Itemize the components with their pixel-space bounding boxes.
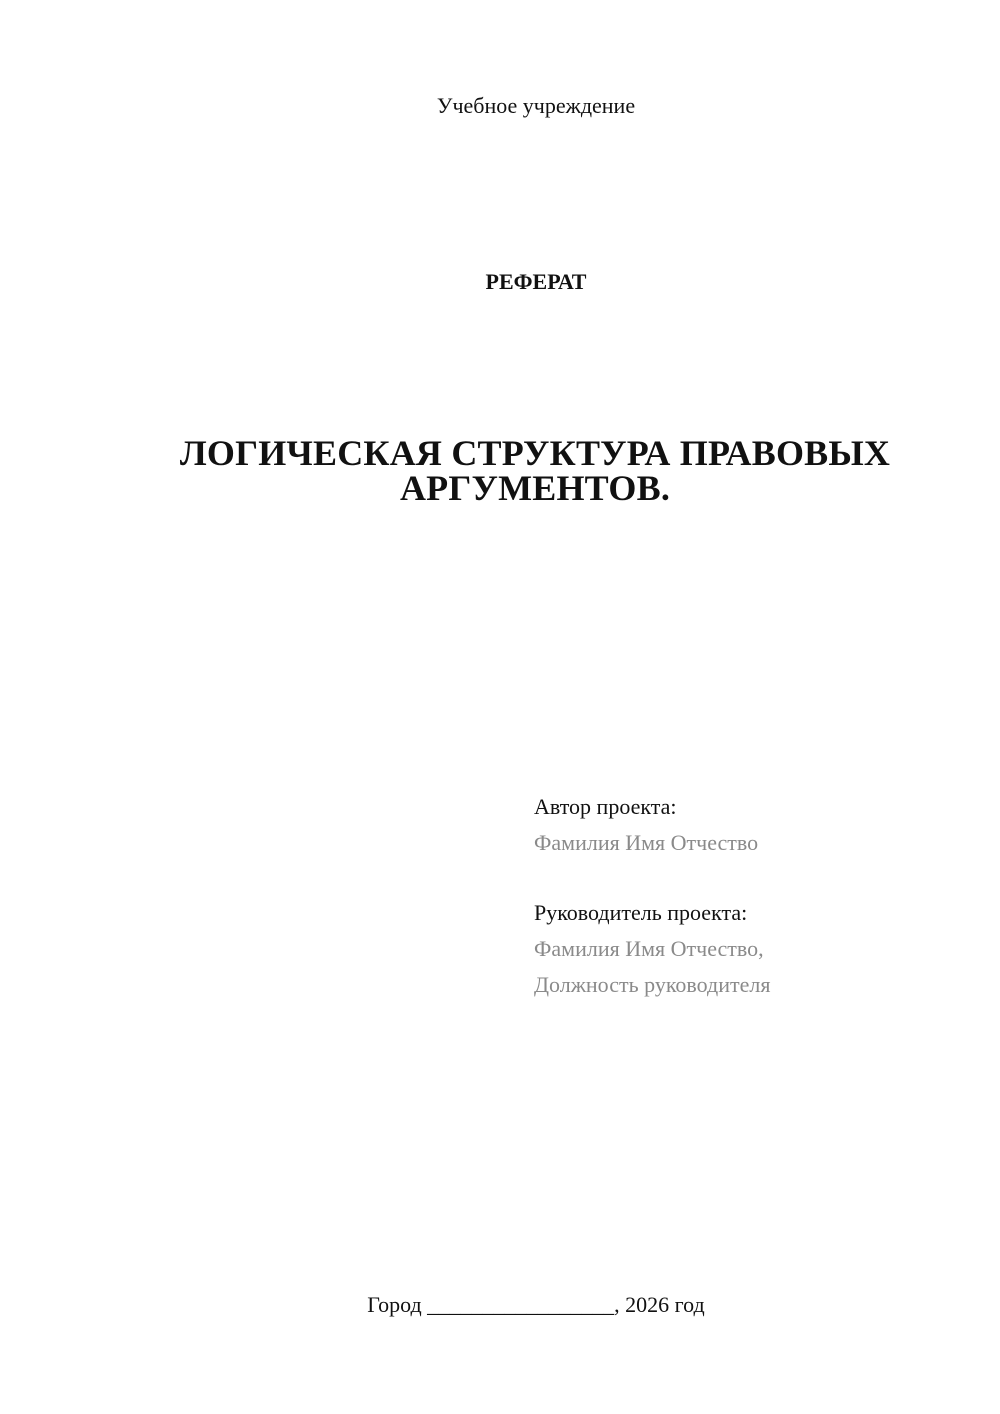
document-type: РЕФЕРАТ bbox=[485, 269, 587, 294]
city-year-line: Город _________________, 2026 год bbox=[367, 1292, 705, 1317]
supervisor-label: Руководитель проекта: bbox=[534, 900, 748, 925]
author-name: Фамилия Имя Отчество bbox=[534, 830, 759, 855]
author-label: Автор проекта: bbox=[534, 794, 677, 819]
topic-title-line-1: ЛОГИЧЕСКАЯ СТРУКТУРА ПРАВОВЫХ bbox=[179, 433, 891, 473]
supervisor-name: Фамилия Имя Отчество, bbox=[534, 936, 764, 961]
credits-block bbox=[534, 789, 954, 1003]
topic-title-line-2: АРГУМЕНТОВ. bbox=[399, 468, 671, 508]
supervisor-position: Должность руководителя bbox=[534, 972, 771, 997]
topic-title bbox=[150, 433, 920, 508]
credits-spacer bbox=[534, 861, 954, 895]
institution-name: Учебное учреждение bbox=[436, 93, 636, 118]
